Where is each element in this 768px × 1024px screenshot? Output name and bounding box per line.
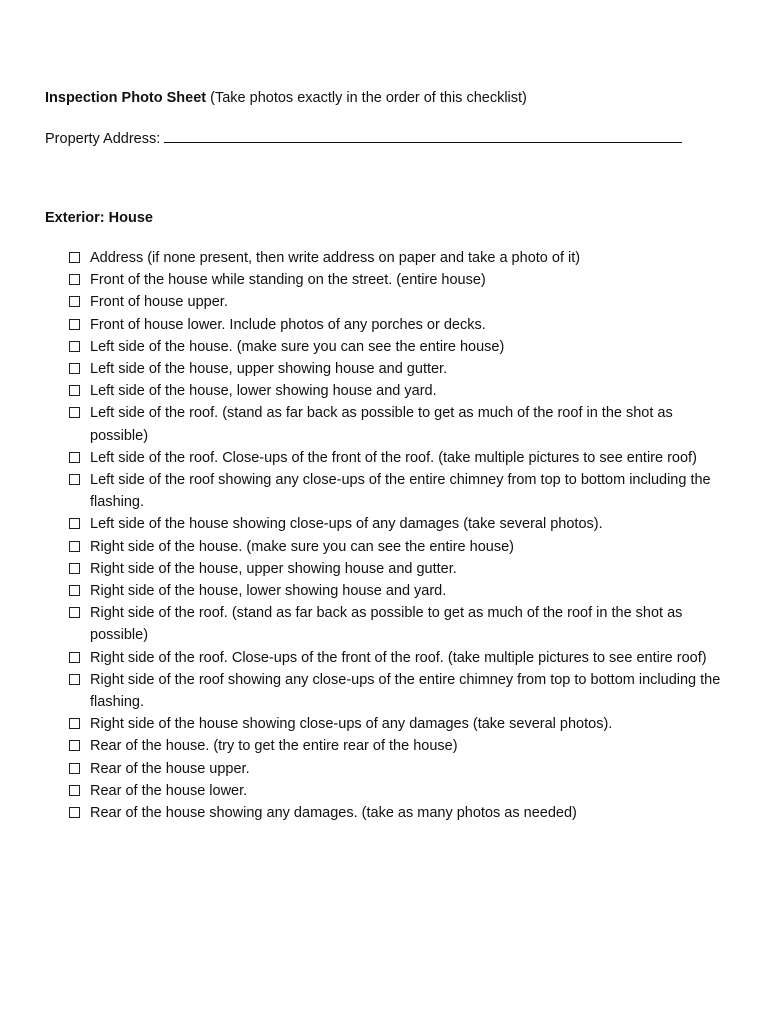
checklist-item-label: Left side of the house, upper showing house and gutter.	[90, 361, 448, 378]
checklist-item-label: Left side of the house. (make sure you can see the entire house)	[90, 338, 505, 355]
checklist-item	[68, 269, 728, 291]
checkbox-icon[interactable]	[69, 274, 80, 285]
checklist-item	[68, 669, 728, 713]
checkbox-icon[interactable]	[69, 407, 80, 418]
checklist-item	[68, 380, 728, 402]
checklist-item-label: Rear of the house showing any damages. (take as many photos as needed)	[90, 805, 577, 822]
checklist-item-label: Left side of the house, lower showing house and yard.	[90, 383, 437, 400]
section-heading-exterior-house: Exterior: House	[45, 210, 153, 226]
checklist-item	[68, 713, 728, 735]
checkbox-icon[interactable]	[69, 518, 80, 529]
checkbox-icon[interactable]	[69, 607, 80, 618]
checklist-item	[68, 247, 728, 269]
checklist-item	[68, 336, 728, 358]
checklist-item-label: Right side of the roof. Close-ups of the front of the roof. (take multiple pictures to see entire roof)	[90, 649, 707, 666]
checklist-item-label: Right side of the house. (make sure you can see the entire house)	[90, 538, 514, 555]
checklist-item	[68, 402, 728, 446]
property-address-blank[interactable]	[164, 128, 682, 143]
checkbox-icon[interactable]	[69, 252, 80, 263]
checklist-item-label: Left side of the roof. Close-ups of the front of the roof. (take multiple pictures to see entire roof)	[90, 449, 697, 466]
checkbox-icon[interactable]	[69, 474, 80, 485]
checklist-item-label: Left side of the house showing close-ups of any damages (take several photos).	[90, 516, 603, 533]
title-note-text: (Take photos exactly in the order of this checklist)	[206, 90, 527, 106]
checklist-item-label: Front of the house while standing on the street. (entire house)	[90, 272, 486, 289]
document-title	[45, 88, 527, 108]
checklist-item	[68, 580, 728, 602]
checklist-item	[68, 758, 728, 780]
checklist-item	[68, 558, 728, 580]
checkbox-icon[interactable]	[69, 674, 80, 685]
checklist-item	[68, 513, 728, 535]
checkbox-icon[interactable]	[69, 452, 80, 463]
checkbox-icon[interactable]	[69, 363, 80, 374]
checkbox-icon[interactable]	[69, 785, 80, 796]
property-address-line	[45, 128, 682, 149]
checklist-item-label: Right side of the house, lower showing house and yard.	[90, 583, 447, 600]
checklist-item-label: Address (if none present, then write address on paper and take a photo of it)	[90, 250, 581, 266]
checkbox-icon[interactable]	[69, 807, 80, 818]
checkbox-icon[interactable]	[69, 385, 80, 396]
checklist-item-label: Rear of the house lower.	[90, 782, 248, 799]
checklist-item	[68, 447, 728, 469]
checklist-item	[68, 602, 728, 646]
checklist-item	[68, 536, 728, 558]
checkbox-icon[interactable]	[69, 585, 80, 596]
checklist-item-label: Right side of the house, upper showing house and gutter.	[90, 560, 457, 577]
checklist-item	[68, 780, 728, 802]
checkbox-icon[interactable]	[69, 563, 80, 574]
property-address-label: Property Address:	[45, 131, 161, 147]
checklist-item-label: Rear of the house. (try to get the entire rear of the house)	[90, 738, 458, 755]
checkbox-icon[interactable]	[69, 319, 80, 330]
checklist-item-label: Left side of the roof showing any close-ups of the entire chimney from top to bottom including the flashing.	[90, 472, 711, 511]
checkbox-icon[interactable]	[69, 541, 80, 552]
checklist-item	[68, 647, 728, 669]
checklist-item	[68, 358, 728, 380]
checklist-item	[68, 802, 728, 824]
checkbox-icon[interactable]	[69, 341, 80, 352]
checklist-item	[68, 291, 728, 313]
checklist-item	[68, 469, 728, 513]
photo-checklist	[68, 247, 728, 824]
checkbox-icon[interactable]	[69, 718, 80, 729]
checklist-item	[68, 314, 728, 336]
checklist-item-label: Right side of the house showing close-ups of any damages (take several photos).	[90, 716, 613, 733]
checkbox-icon[interactable]	[69, 652, 80, 663]
checkbox-icon[interactable]	[69, 296, 80, 307]
checklist-item-label: Rear of the house upper.	[90, 760, 250, 777]
checklist-item-label: Left side of the roof. (stand as far back as possible to get as much of the roof in the shot as possible)	[90, 405, 673, 444]
checklist-item-label: Right side of the roof showing any close-ups of the entire chimney from top to bottom including the flashing.	[90, 671, 721, 711]
title-bold-text: Inspection Photo Sheet	[45, 90, 207, 106]
checklist-item-label: Front of house lower. Include photos of any porches or decks.	[90, 316, 486, 333]
checklist-item	[68, 735, 728, 757]
checklist-item-label: Front of house upper.	[90, 294, 228, 311]
checklist-item-label: Right side of the roof. (stand as far back as possible to get as much of the roof in the shot as possible)	[90, 605, 683, 644]
checkbox-icon[interactable]	[69, 763, 80, 774]
checkbox-icon[interactable]	[69, 740, 80, 751]
